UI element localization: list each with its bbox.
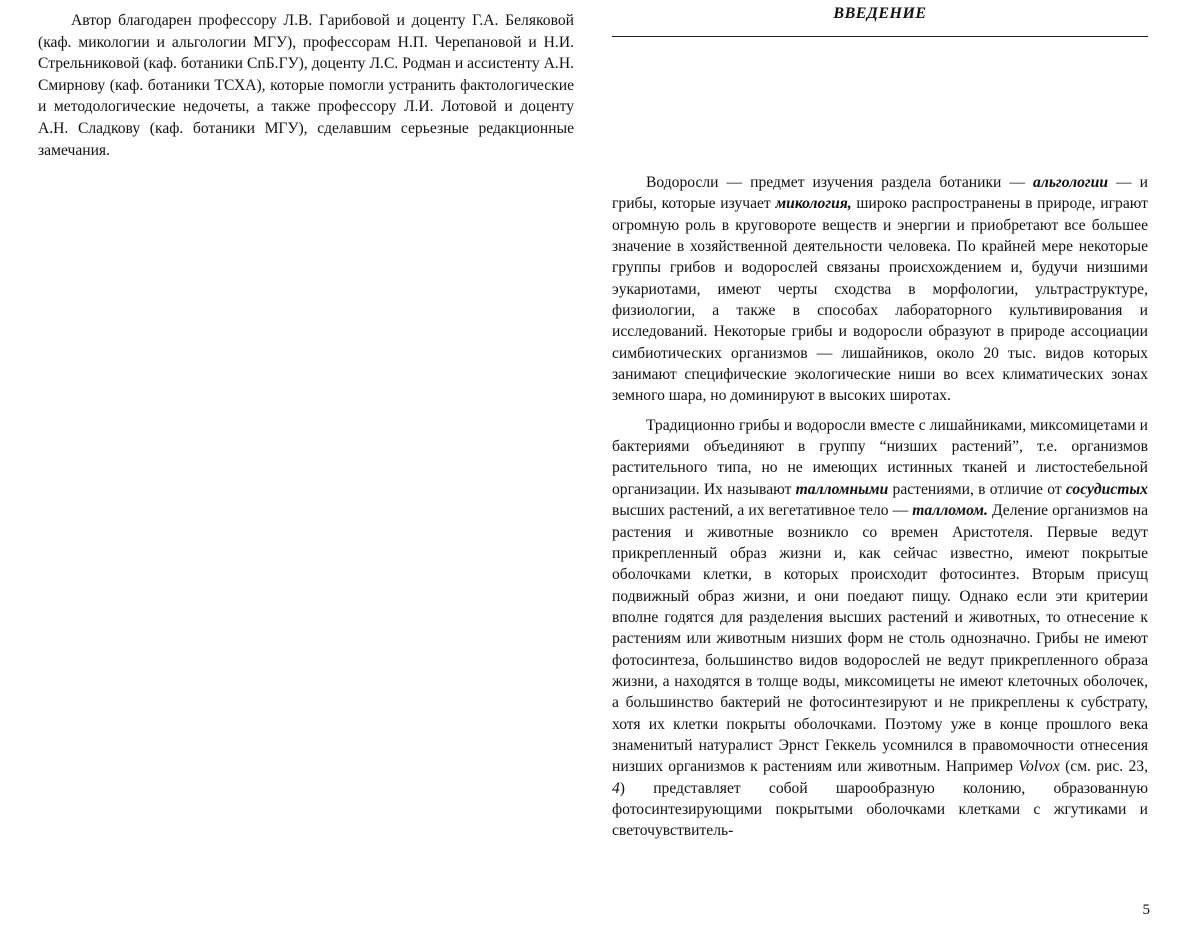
text-run: широко распространены в природе, играют огромную роль в круговороте веществ и энергии и приобретают все большее значение в хозяйственной деятельности человека. По крайней мере некоторые группы грибов и водорослей связаны происхождением и, будучи низшими эукариотами, имеют черты сходства в морфологии, ультраструктуре, физиологии, а также в способах лабораторного культивирования и исследований. Некоторые грибы и водоросли образуют в природе ассоциации симбиотических организмов — лишайников, около 20 тыс. видов которых занимают специфические экологические ниши во всех климатических зонах земного шара, но доминируют в высоких широтах. — [612, 195, 1148, 405]
term-volvox: Volvox — [1018, 758, 1060, 776]
term-algology: альгологии — [1033, 174, 1109, 191]
chapter-title: ВВЕДЕНИЕ — [833, 5, 927, 22]
right-page-body — [612, 172, 1148, 842]
text-run: Традиционно грибы и водоросли вместе с лишайниками, миксомицетами и бактериями объединяют в группу “низших растений”, т.е. организмов растительного типа, но не имеющих истинных тканей и листостебельной организации. Их называют — [612, 416, 1148, 498]
intro-paragraph-2 — [612, 415, 1148, 842]
intro-paragraph-1 — [612, 172, 1148, 407]
text-run: растениями, в отличие от — [888, 480, 1066, 498]
term-thallus: талломом. — [912, 502, 988, 520]
page-number: 5 — [1142, 902, 1150, 918]
text-run: — и грибы, которые изучает — [612, 174, 1148, 213]
header-rule — [612, 36, 1148, 37]
term-thallophytic: талломными — [795, 480, 889, 498]
text-run: высших растений, а их вегетативное тело — — [612, 502, 913, 520]
figure-ref: 4 — [612, 779, 620, 797]
text-run: ) представляет собой шарообразную колонию, образованную фотосинтезирующими покрытыми оболочками клетками с жгутиками и светочувствитель- — [612, 779, 1148, 840]
acknowledgement-paragraph: Автор благодарен профессору Л.В. Гарибовой и доценту Г.А. Беляковой (каф. микологии и альгологии МГУ), профессорам Н.П. Черепановой и Н.И. Стрельниковой (каф. ботаники СпБ.ГУ), доценту Л.С. Родман и ассистенту А.Н. Смирнову (каф. ботаники ТСХА), которые помогли устранить фактологические и методологические недочеты, а также профессору Л.И. Лотовой и доценту А.Н. Сладкову (каф. ботаники МГУ), сделавшим серьезные редакционные замечания. — [38, 12, 574, 159]
text-run: Водоросли — предмет изучения раздела ботаники — — [646, 174, 1034, 191]
left-page — [38, 10, 574, 161]
term-mycology: микология, — [775, 195, 852, 213]
term-vascular: сосудистых — [1065, 480, 1148, 498]
text-run: Деление организмов на растения и животные возникло со времен Аристотеля. Первые ведут прикрепленный образ жизни и, как сейчас известно, имеют покрытые оболочками клетки, в которых происходит фотосинтез. Вторым присущ подвижный образ жизни, и они поедают пищу. Однако если эти критерии вполне годятся для разделения высших растений и животных, то отнесение к растениям или животным низших форм не столь однозначно. Грибы не имеют фотосинтеза, большинство видов водорослей не ведут прикрепленного образа жизни, а находятся в толще воды, миксомицеты не имеют клеточных оболочек, а большинство бактерий не фотосинтезируют и не прикреплены к субстрату, хотя их клетки покрыты оболочками. Поэтому уже в конце прошлого века знаменитый натуралист Эрнст Геккель усомнился в правомочности отнесения низших организмов к растениям или животным. Например — [612, 502, 1148, 776]
text-run: (см. рис. 23, — [1059, 758, 1148, 776]
